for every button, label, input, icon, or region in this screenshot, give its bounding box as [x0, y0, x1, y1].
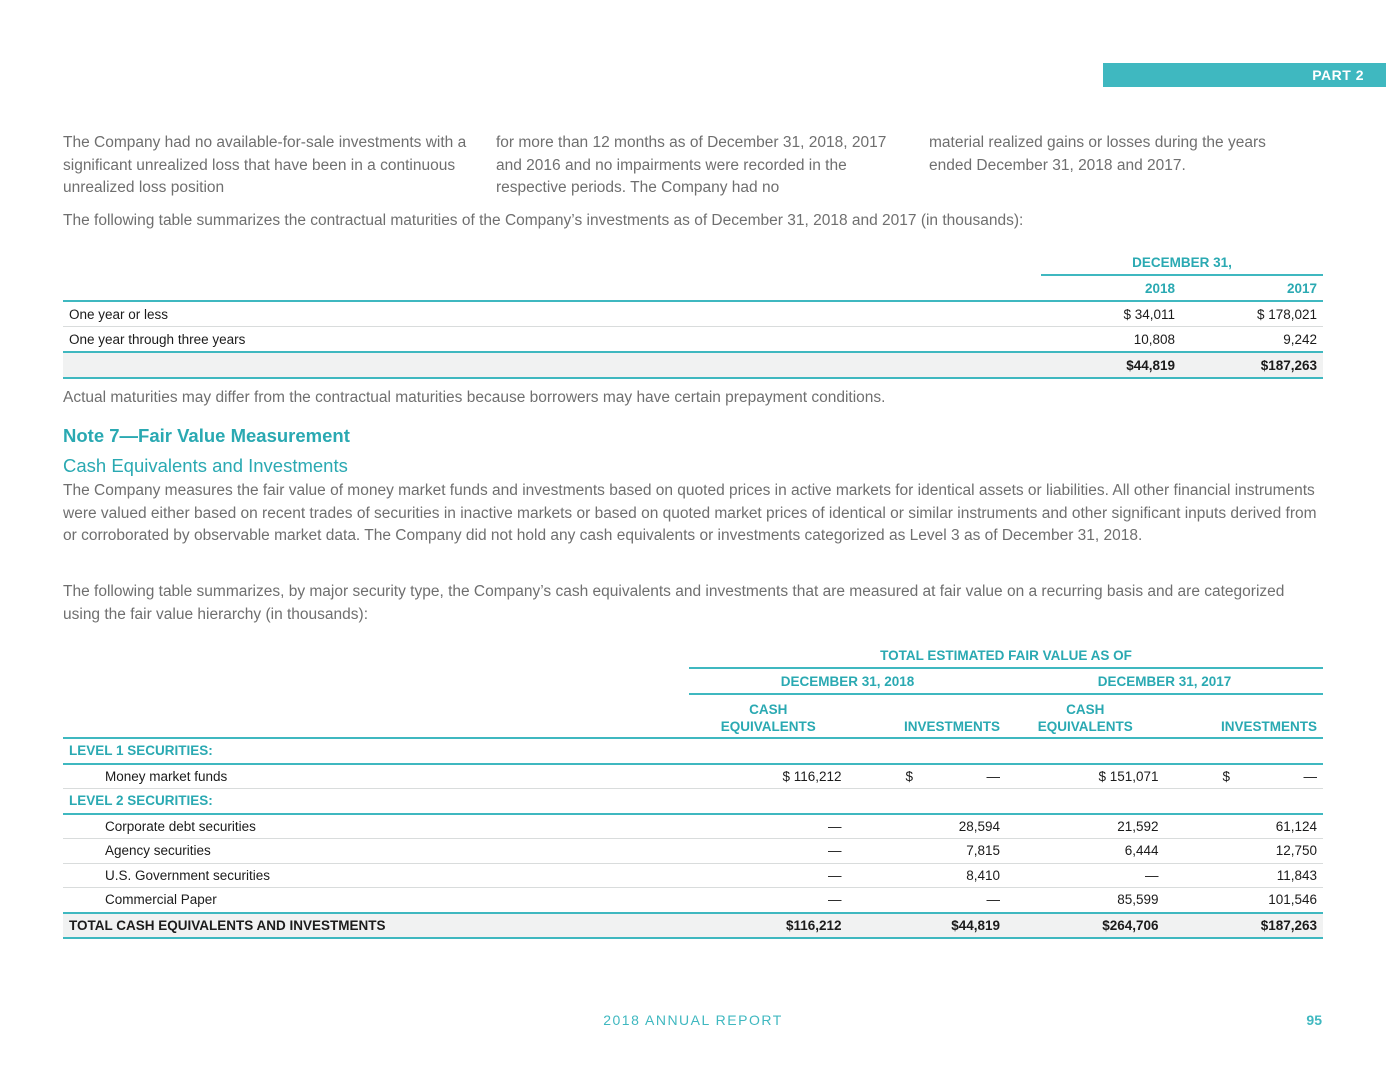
- value-2018: 10,808: [1041, 327, 1181, 353]
- level-2-header-row: [63, 789, 1323, 814]
- cash-equivalents-2017: 6,444: [1006, 839, 1165, 864]
- investments-2017: 11,843: [1165, 863, 1324, 888]
- row-label: One year through three years: [63, 327, 1041, 353]
- intro-column-3: material realized gains or losses during the years ended December 31, 2018 and 2017.: [929, 134, 1266, 174]
- maturities-intro: The following table summarizes the contractual maturities of the Company’s investments as of December 31, 2018 and 2017 (in thousands):: [63, 212, 1024, 229]
- maturities-col-2018: 2018: [1041, 275, 1181, 301]
- investments-2017-header: INVESTMENTS: [1165, 694, 1324, 738]
- level-1-label: LEVEL 1 SECURITIES:: [63, 738, 689, 764]
- total-label: [63, 352, 1041, 378]
- cash-equivalents-2018: —: [689, 814, 848, 839]
- fair-value-paragraph-1: The Company measures the fair value of money market funds and investments based on quoted prices in active markets for identical assets or liabilities. All other financial instruments were valued either based on recent trades of securities in inactive markets or based on quoted market prices of identical or similar instruments and other significant inputs derived from or corroborated by observable market data. The Company did not hold any cash equivalents or investments categorized as Level 3 as of December 31, 2018.: [63, 482, 1317, 544]
- total-row: [63, 352, 1323, 378]
- table-row: [63, 888, 1323, 913]
- row-label: U.S. Government securities: [63, 863, 689, 888]
- total-cash-equivalents-2017: $264,706: [1006, 913, 1165, 939]
- cash-equivalents-2018: $ 116,212: [689, 764, 848, 789]
- note-title: Note 7—Fair Value Measurement: [63, 425, 350, 446]
- cash-equivalents-2017: 21,592: [1006, 814, 1165, 839]
- cash-equivalents-2018: —: [689, 863, 848, 888]
- total-cash-equivalents-2018: $116,212: [689, 913, 848, 939]
- report-title: 2018 ANNUAL REPORT: [603, 1012, 783, 1028]
- maturities-table: [63, 250, 1323, 379]
- cash-equivalents-2018: —: [689, 839, 848, 864]
- intro-columns: [63, 132, 1323, 200]
- cash-equivalents-2017: $ 151,071: [1006, 764, 1165, 789]
- intro-column-2: for more than 12 months as of December 31, 2018, 2017 and 2016 and no impairments were recorded in the respective periods. The Company had no: [496, 134, 887, 196]
- part-label-text: PART 2: [1312, 67, 1364, 83]
- table-row: [63, 814, 1323, 839]
- total-label: TOTAL CASH EQUIVALENTS AND INVESTMENTS: [63, 913, 689, 939]
- table-row: [63, 764, 1323, 789]
- row-label: Agency securities: [63, 839, 689, 864]
- investments-2017: 12,750: [1165, 839, 1324, 864]
- level-2-label: LEVEL 2 SECURITIES:: [63, 789, 689, 814]
- intro-column-1: The Company had no available-for-sale investments with a significant unrealized loss that have been in a continuous unrealized loss position: [63, 134, 467, 196]
- part-label: [1103, 63, 1386, 87]
- investments-2017: $ —: [1165, 764, 1324, 789]
- row-label: One year or less: [63, 301, 1041, 327]
- total-row: [63, 913, 1323, 939]
- value-2018: $ 34,011: [1041, 301, 1181, 327]
- row-label: Corporate debt securities: [63, 814, 689, 839]
- cash-equivalents-2018: —: [689, 888, 848, 913]
- value-2017: $ 178,021: [1181, 301, 1323, 327]
- value-2017: 9,242: [1181, 327, 1323, 353]
- row-label: Commercial Paper: [63, 888, 689, 913]
- table-row: [63, 839, 1323, 864]
- row-label: Money market funds: [63, 764, 689, 789]
- investments-2018: 7,815: [848, 839, 1007, 864]
- investments-2018: $ —: [848, 764, 1007, 789]
- investments-2018: 28,594: [848, 814, 1007, 839]
- fair-value-table: [63, 643, 1323, 939]
- total-investments-2017: $187,263: [1165, 913, 1324, 939]
- table-row: [63, 327, 1323, 353]
- cash-equivalents-2018-header: CASH EQUIVALENTS: [689, 694, 848, 738]
- investments-2017: 61,124: [1165, 814, 1324, 839]
- page-number: 95: [1306, 1012, 1322, 1028]
- investments-2018-header: INVESTMENTS: [848, 694, 1007, 738]
- investments-2018: —: [848, 888, 1007, 913]
- cash-equivalents-2017: 85,599: [1006, 888, 1165, 913]
- maturities-note: Actual maturities may differ from the contractual maturities because borrowers may have certain prepayment conditions.: [63, 389, 886, 406]
- table-row: [63, 863, 1323, 888]
- fair-value-top-header: TOTAL ESTIMATED FAIR VALUE AS OF: [689, 643, 1323, 668]
- period-2017-header: DECEMBER 31, 2017: [1006, 668, 1323, 694]
- investments-2017: 101,546: [1165, 888, 1324, 913]
- investments-2018: 8,410: [848, 863, 1007, 888]
- total-2017: $187,263: [1181, 352, 1323, 378]
- table-row: [63, 301, 1323, 327]
- cash-equivalents-2017: —: [1006, 863, 1165, 888]
- maturities-group-header: DECEMBER 31,: [1041, 250, 1323, 275]
- fair-value-paragraph-2: The following table summarizes, by major security type, the Company’s cash equivalents and investments that are measured at fair value on a recurring basis and are categorized using the fair value hierarchy (in thousands):: [63, 583, 1285, 623]
- total-2018: $44,819: [1041, 352, 1181, 378]
- period-2018-header: DECEMBER 31, 2018: [689, 668, 1006, 694]
- total-investments-2018: $44,819: [848, 913, 1007, 939]
- maturities-col-2017: 2017: [1181, 275, 1323, 301]
- section-title: Cash Equivalents and Investments: [63, 455, 348, 476]
- cash-equivalents-2017-header: CASH EQUIVALENTS: [1006, 694, 1165, 738]
- level-1-header-row: [63, 738, 1323, 764]
